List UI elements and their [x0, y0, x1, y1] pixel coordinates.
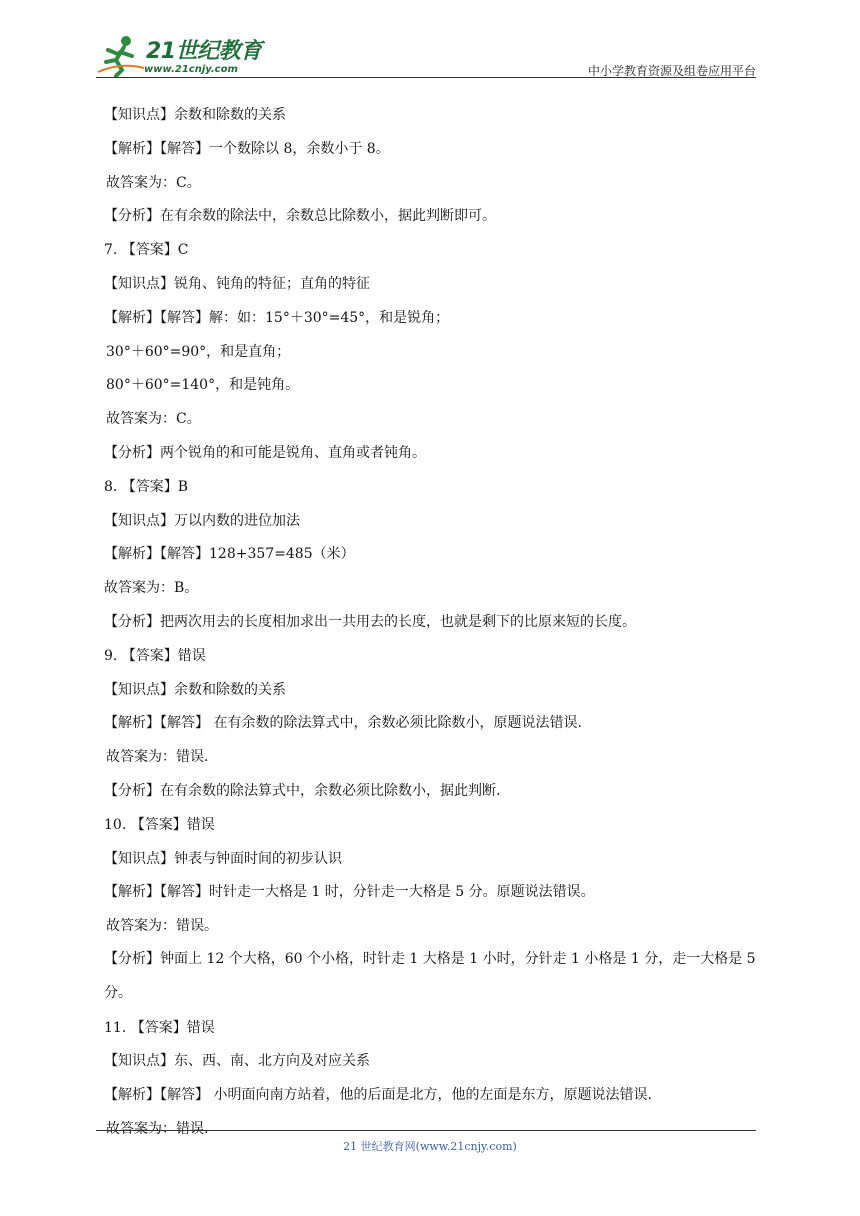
answer-content — [104, 104, 764, 1152]
text-line: 【解析】【解答】一个数除以 8，余数小于 8。 — [104, 140, 390, 157]
text-line: 【分析】两个锐角的和可能是锐角、直角或者钝角。 — [104, 444, 426, 461]
text-line: 【知识点】东、西、南、北方向及对应关系 — [104, 1053, 370, 1070]
text-line: 【知识点】余数和除数的关系 — [104, 681, 286, 698]
text-line: 故答案为：B。 — [104, 580, 199, 597]
text-line: 【知识点】万以内数的进位加法 — [104, 512, 300, 529]
logo — [96, 32, 266, 78]
logo-url: www.21cnjy.com — [144, 64, 238, 75]
logo-text: 21世纪教育 — [146, 39, 262, 64]
question-answer-heading: 11. 【答案】错误 — [104, 1019, 215, 1036]
question-answer-heading: 8. 【答案】B — [104, 478, 189, 495]
text-line: 【知识点】余数和除数的关系 — [104, 107, 286, 123]
question-answer-heading: 7. 【答案】C — [104, 242, 189, 259]
text-line: 【分析】在有余数的除法算式中，余数必须比除数小，据此判断. — [104, 782, 501, 799]
page-header — [96, 30, 756, 80]
text-line: 故答案为：C。 — [106, 411, 201, 428]
question-answer-heading: 10. 【答案】错误 — [104, 816, 215, 833]
footer-divider — [96, 1130, 756, 1131]
text-line: 【知识点】锐角、钝角的特征；直角的特征 — [104, 275, 370, 292]
text-line: 故答案为：错误。 — [106, 918, 218, 935]
text-line-wrapped: 【分析】钟面上 12 个大格，60 个小格，时针走 1 大格是 1 小时，分针走 1 小格是 1 分，走一大格是 5 分。 — [104, 950, 756, 1001]
header-divider — [96, 77, 756, 78]
text-line: 【解析】【解答】时针走一大格是 1 时，分针走一大格是 5 分。原题说法错误。 — [104, 884, 595, 901]
header-platform-text: 中小学教育资源及组卷应用平台 — [587, 64, 756, 78]
text-line: 30°＋60°=90°，和是直角； — [106, 343, 291, 360]
text-line: 【解析】【解答】 小明面向南方站着，他的后面是北方，他的左面是东方，原题说法错误. — [104, 1087, 652, 1104]
text-line: 【解析】【解答】 在有余数的除法算式中，余数必须比除数小，原题说法错误. — [104, 715, 582, 732]
text-line: 【知识点】钟表与钟面时间的初步认识 — [104, 850, 342, 867]
text-line: 【分析】在有余数的除法中，余数总比除数小，据此判断即可。 — [104, 208, 496, 225]
text-line: 故答案为：错误. — [106, 749, 209, 766]
text-line: 80°＋60°=140°，和是钝角。 — [106, 377, 300, 394]
text-line: 故答案为：错误. — [106, 1120, 209, 1137]
text-line: 【解析】【解答】解：如：15°＋30°=45°，和是锐角； — [104, 309, 450, 326]
runner-logo-icon — [96, 32, 146, 78]
text-line: 【分析】把两次用去的长度相加求出一共用去的长度，也就是剩下的比原来短的长度。 — [104, 613, 636, 630]
text-line: 故答案为：C。 — [106, 174, 201, 191]
question-answer-heading: 9. 【答案】错误 — [104, 647, 206, 664]
text-line: 【解析】【解答】128+357=485（米） — [104, 546, 355, 563]
footer-text: 21 世纪教育网(www.21cnjy.com) — [343, 1140, 517, 1153]
